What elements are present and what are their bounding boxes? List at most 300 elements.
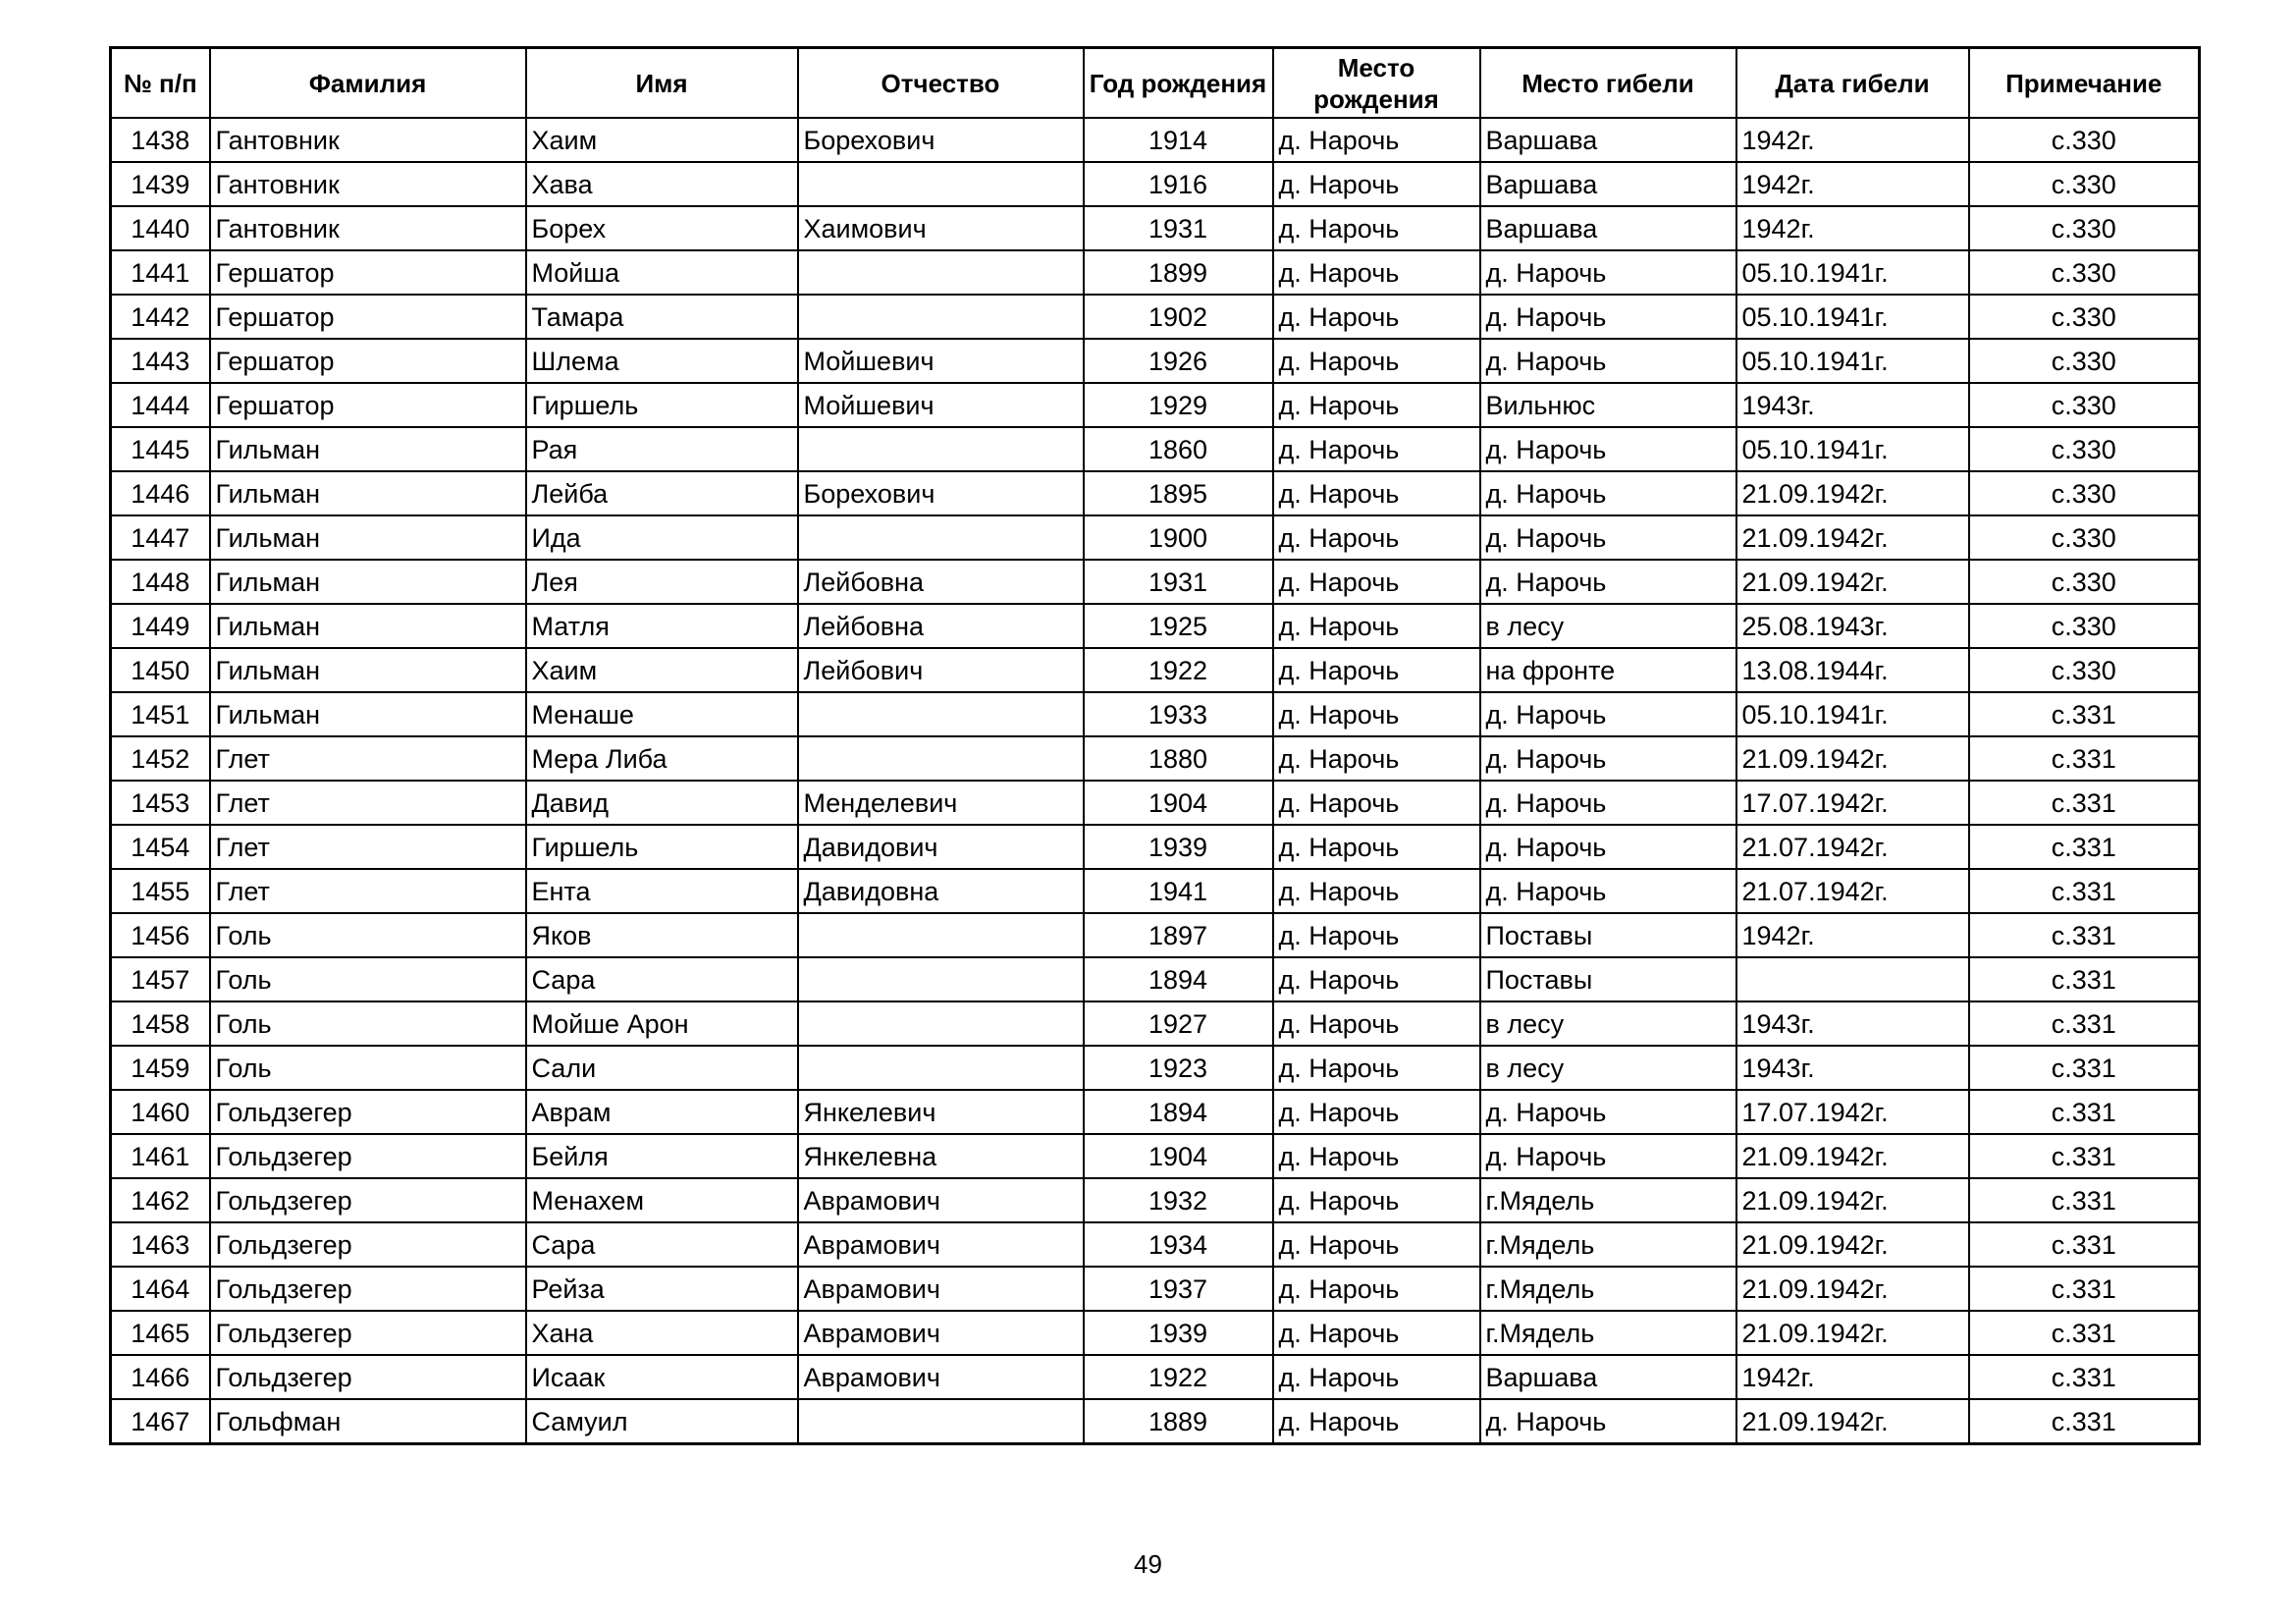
cell-note: с.331 xyxy=(1969,913,2200,957)
table-row xyxy=(111,736,2200,781)
cell-birth-year: 1914 xyxy=(1084,118,1273,162)
table-row xyxy=(111,692,2200,736)
cell-number: 1464 xyxy=(111,1267,210,1311)
table-row xyxy=(111,1178,2200,1222)
cell-surname: Глет xyxy=(210,825,526,869)
cell-death-place: на фронте xyxy=(1480,648,1736,692)
cell-number: 1445 xyxy=(111,427,210,471)
cell-birth-year: 1889 xyxy=(1084,1399,1273,1444)
cell-surname: Гильман xyxy=(210,604,526,648)
cell-patronymic: Давидовна xyxy=(798,869,1084,913)
cell-birth-place: д. Нарочь xyxy=(1273,206,1480,250)
cell-birth-place: д. Нарочь xyxy=(1273,427,1480,471)
cell-death-place: д. Нарочь xyxy=(1480,339,1736,383)
cell-death-place: Варшава xyxy=(1480,118,1736,162)
cell-first-name: Сали xyxy=(526,1046,798,1090)
cell-patronymic xyxy=(798,1001,1084,1046)
table-row xyxy=(111,1046,2200,1090)
cell-number: 1440 xyxy=(111,206,210,250)
cell-note: с.330 xyxy=(1969,162,2200,206)
cell-death-date: 21.09.1942г. xyxy=(1736,1399,1969,1444)
cell-birth-year: 1904 xyxy=(1084,781,1273,825)
cell-birth-place: д. Нарочь xyxy=(1273,1178,1480,1222)
table-row xyxy=(111,515,2200,560)
cell-number: 1462 xyxy=(111,1178,210,1222)
cell-note: с.331 xyxy=(1969,1134,2200,1178)
cell-death-date: 21.09.1942г. xyxy=(1736,1267,1969,1311)
cell-number: 1447 xyxy=(111,515,210,560)
cell-number: 1454 xyxy=(111,825,210,869)
cell-death-date: 17.07.1942г. xyxy=(1736,781,1969,825)
cell-birth-place: д. Нарочь xyxy=(1273,250,1480,295)
cell-patronymic: Янкелевна xyxy=(798,1134,1084,1178)
cell-first-name: Менахем xyxy=(526,1178,798,1222)
cell-number: 1442 xyxy=(111,295,210,339)
cell-first-name: Мойше Арон xyxy=(526,1001,798,1046)
cell-note: с.330 xyxy=(1969,427,2200,471)
cell-birth-place: д. Нарочь xyxy=(1273,560,1480,604)
cell-patronymic xyxy=(798,736,1084,781)
cell-birth-year: 1902 xyxy=(1084,295,1273,339)
cell-note: с.331 xyxy=(1969,869,2200,913)
header-patronymic: Отчество xyxy=(798,48,1084,119)
cell-patronymic xyxy=(798,1399,1084,1444)
cell-first-name: Хаим xyxy=(526,118,798,162)
cell-note: с.330 xyxy=(1969,118,2200,162)
cell-surname: Гольдзегер xyxy=(210,1222,526,1267)
table-row xyxy=(111,869,2200,913)
cell-death-date: 1942г. xyxy=(1736,913,1969,957)
cell-birth-year: 1926 xyxy=(1084,339,1273,383)
cell-note: с.330 xyxy=(1969,515,2200,560)
cell-patronymic: Менделевич xyxy=(798,781,1084,825)
cell-birth-place: д. Нарочь xyxy=(1273,1355,1480,1399)
cell-note: с.331 xyxy=(1969,1311,2200,1355)
cell-death-date: 05.10.1941г. xyxy=(1736,339,1969,383)
cell-birth-place: д. Нарочь xyxy=(1273,1311,1480,1355)
cell-birth-year: 1939 xyxy=(1084,825,1273,869)
cell-death-place: д. Нарочь xyxy=(1480,427,1736,471)
cell-patronymic xyxy=(798,250,1084,295)
cell-surname: Гантовник xyxy=(210,206,526,250)
cell-patronymic: Аврамович xyxy=(798,1222,1084,1267)
cell-death-date: 1943г. xyxy=(1736,383,1969,427)
table-row xyxy=(111,162,2200,206)
table-row xyxy=(111,427,2200,471)
header-first-name: Имя xyxy=(526,48,798,119)
cell-first-name: Рая xyxy=(526,427,798,471)
cell-birth-year: 1904 xyxy=(1084,1134,1273,1178)
cell-patronymic: Хаимович xyxy=(798,206,1084,250)
cell-birth-year: 1860 xyxy=(1084,427,1273,471)
cell-patronymic: Аврамович xyxy=(798,1178,1084,1222)
table-row xyxy=(111,1222,2200,1267)
cell-death-place: Варшава xyxy=(1480,162,1736,206)
cell-number: 1463 xyxy=(111,1222,210,1267)
cell-patronymic: Давидович xyxy=(798,825,1084,869)
cell-death-place: д. Нарочь xyxy=(1480,736,1736,781)
cell-first-name: Менаше xyxy=(526,692,798,736)
cell-number: 1466 xyxy=(111,1355,210,1399)
cell-death-date: 17.07.1942г. xyxy=(1736,1090,1969,1134)
cell-birth-year: 1899 xyxy=(1084,250,1273,295)
cell-note: с.330 xyxy=(1969,648,2200,692)
cell-surname: Гильман xyxy=(210,692,526,736)
table-row xyxy=(111,206,2200,250)
cell-patronymic xyxy=(798,295,1084,339)
cell-death-place: д. Нарочь xyxy=(1480,1399,1736,1444)
cell-death-date: 21.09.1942г. xyxy=(1736,1222,1969,1267)
cell-first-name: Лея xyxy=(526,560,798,604)
cell-birth-place: д. Нарочь xyxy=(1273,604,1480,648)
cell-number: 1459 xyxy=(111,1046,210,1090)
cell-death-date: 25.08.1943г. xyxy=(1736,604,1969,648)
cell-surname: Голь xyxy=(210,913,526,957)
cell-birth-year: 1895 xyxy=(1084,471,1273,515)
cell-number: 1444 xyxy=(111,383,210,427)
cell-death-date: 21.09.1942г. xyxy=(1736,1178,1969,1222)
cell-patronymic xyxy=(798,913,1084,957)
table-row xyxy=(111,1267,2200,1311)
cell-birth-place: д. Нарочь xyxy=(1273,1267,1480,1311)
cell-death-date: 21.09.1942г. xyxy=(1736,1134,1969,1178)
cell-death-place: Варшава xyxy=(1480,1355,1736,1399)
cell-first-name: Рейза xyxy=(526,1267,798,1311)
cell-birth-year: 1939 xyxy=(1084,1311,1273,1355)
table-row xyxy=(111,1090,2200,1134)
header-number: № п/п xyxy=(111,48,210,119)
cell-number: 1443 xyxy=(111,339,210,383)
cell-first-name: Лейба xyxy=(526,471,798,515)
cell-surname: Гольдзегер xyxy=(210,1090,526,1134)
cell-death-date: 13.08.1944г. xyxy=(1736,648,1969,692)
cell-birth-year: 1894 xyxy=(1084,1090,1273,1134)
cell-note: с.330 xyxy=(1969,339,2200,383)
cell-death-date: 21.09.1942г. xyxy=(1736,515,1969,560)
cell-note: с.330 xyxy=(1969,471,2200,515)
cell-note: с.331 xyxy=(1969,1001,2200,1046)
cell-death-place: Поставы xyxy=(1480,957,1736,1001)
cell-note: с.331 xyxy=(1969,957,2200,1001)
cell-birth-place: д. Нарочь xyxy=(1273,957,1480,1001)
cell-birth-year: 1880 xyxy=(1084,736,1273,781)
cell-number: 1448 xyxy=(111,560,210,604)
cell-death-date: 1942г. xyxy=(1736,1355,1969,1399)
cell-surname: Гильман xyxy=(210,471,526,515)
cell-birth-place: д. Нарочь xyxy=(1273,1046,1480,1090)
cell-note: с.331 xyxy=(1969,1178,2200,1222)
cell-death-date: 21.09.1942г. xyxy=(1736,560,1969,604)
cell-death-place: Вильнюс xyxy=(1480,383,1736,427)
cell-number: 1439 xyxy=(111,162,210,206)
cell-note: с.331 xyxy=(1969,736,2200,781)
table-header xyxy=(111,48,2200,119)
cell-surname: Глет xyxy=(210,869,526,913)
victims-table xyxy=(109,46,2201,1445)
cell-death-place: д. Нарочь xyxy=(1480,781,1736,825)
cell-death-date: 05.10.1941г. xyxy=(1736,295,1969,339)
cell-note: с.331 xyxy=(1969,825,2200,869)
cell-note: с.330 xyxy=(1969,560,2200,604)
cell-birth-place: д. Нарочь xyxy=(1273,692,1480,736)
cell-number: 1441 xyxy=(111,250,210,295)
table-row xyxy=(111,957,2200,1001)
cell-note: с.331 xyxy=(1969,1046,2200,1090)
cell-number: 1452 xyxy=(111,736,210,781)
cell-note: с.330 xyxy=(1969,206,2200,250)
cell-first-name: Шлема xyxy=(526,339,798,383)
cell-patronymic xyxy=(798,692,1084,736)
cell-death-date: 21.07.1942г. xyxy=(1736,825,1969,869)
cell-first-name: Мера Либа xyxy=(526,736,798,781)
cell-birth-place: д. Нарочь xyxy=(1273,781,1480,825)
cell-death-place: в лесу xyxy=(1480,604,1736,648)
cell-number: 1455 xyxy=(111,869,210,913)
cell-birth-year: 1934 xyxy=(1084,1222,1273,1267)
cell-surname: Гольдзегер xyxy=(210,1311,526,1355)
cell-number: 1453 xyxy=(111,781,210,825)
cell-birth-year: 1932 xyxy=(1084,1178,1273,1222)
table-row xyxy=(111,250,2200,295)
header-birth-year: Год рождения xyxy=(1084,48,1273,119)
cell-number: 1446 xyxy=(111,471,210,515)
cell-death-place: г.Мядель xyxy=(1480,1311,1736,1355)
table-row xyxy=(111,339,2200,383)
table-row xyxy=(111,1134,2200,1178)
cell-first-name: Матля xyxy=(526,604,798,648)
cell-surname: Гершатор xyxy=(210,250,526,295)
cell-first-name: Хаим xyxy=(526,648,798,692)
cell-first-name: Мойша xyxy=(526,250,798,295)
cell-first-name: Сара xyxy=(526,957,798,1001)
cell-first-name: Гиршель xyxy=(526,383,798,427)
cell-birth-year: 1916 xyxy=(1084,162,1273,206)
header-death-date: Дата гибели xyxy=(1736,48,1969,119)
cell-birth-year: 1923 xyxy=(1084,1046,1273,1090)
cell-patronymic: Мойшевич xyxy=(798,383,1084,427)
table-row xyxy=(111,560,2200,604)
cell-death-place: д. Нарочь xyxy=(1480,515,1736,560)
header-row xyxy=(111,48,2200,119)
cell-birth-place: д. Нарочь xyxy=(1273,383,1480,427)
cell-death-place: д. Нарочь xyxy=(1480,471,1736,515)
cell-surname: Гольдзегер xyxy=(210,1178,526,1222)
cell-death-place: Поставы xyxy=(1480,913,1736,957)
cell-birth-place: д. Нарочь xyxy=(1273,825,1480,869)
cell-birth-place: д. Нарочь xyxy=(1273,913,1480,957)
cell-number: 1467 xyxy=(111,1399,210,1444)
table-row xyxy=(111,648,2200,692)
cell-birth-year: 1894 xyxy=(1084,957,1273,1001)
cell-number: 1461 xyxy=(111,1134,210,1178)
cell-birth-year: 1931 xyxy=(1084,560,1273,604)
cell-first-name: Исаак xyxy=(526,1355,798,1399)
cell-birth-year: 1931 xyxy=(1084,206,1273,250)
page-number: 49 xyxy=(1134,1549,1162,1579)
cell-surname: Глет xyxy=(210,736,526,781)
cell-note: с.331 xyxy=(1969,1355,2200,1399)
cell-death-date xyxy=(1736,957,1969,1001)
cell-birth-year: 1922 xyxy=(1084,1355,1273,1399)
cell-birth-place: д. Нарочь xyxy=(1273,1222,1480,1267)
table-row xyxy=(111,1311,2200,1355)
cell-death-date: 21.09.1942г. xyxy=(1736,1311,1969,1355)
cell-first-name: Тамара xyxy=(526,295,798,339)
cell-death-date: 1942г. xyxy=(1736,118,1969,162)
cell-patronymic: Лейбовна xyxy=(798,560,1084,604)
cell-number: 1460 xyxy=(111,1090,210,1134)
cell-death-place: г.Мядель xyxy=(1480,1267,1736,1311)
cell-note: с.330 xyxy=(1969,383,2200,427)
cell-note: с.331 xyxy=(1969,1090,2200,1134)
cell-birth-place: д. Нарочь xyxy=(1273,295,1480,339)
cell-patronymic xyxy=(798,1046,1084,1090)
table-row xyxy=(111,471,2200,515)
cell-birth-place: д. Нарочь xyxy=(1273,515,1480,560)
cell-birth-year: 1897 xyxy=(1084,913,1273,957)
cell-death-place: д. Нарочь xyxy=(1480,825,1736,869)
cell-birth-place: д. Нарочь xyxy=(1273,869,1480,913)
cell-surname: Голь xyxy=(210,1001,526,1046)
cell-birth-place: д. Нарочь xyxy=(1273,1090,1480,1134)
header-surname: Фамилия xyxy=(210,48,526,119)
cell-number: 1451 xyxy=(111,692,210,736)
cell-number: 1450 xyxy=(111,648,210,692)
table-row xyxy=(111,118,2200,162)
table-row xyxy=(111,1355,2200,1399)
cell-patronymic: Мойшевич xyxy=(798,339,1084,383)
cell-death-place: д. Нарочь xyxy=(1480,560,1736,604)
cell-number: 1465 xyxy=(111,1311,210,1355)
table-row xyxy=(111,1001,2200,1046)
cell-note: с.331 xyxy=(1969,781,2200,825)
cell-surname: Гильман xyxy=(210,515,526,560)
cell-note: с.330 xyxy=(1969,250,2200,295)
cell-note: с.331 xyxy=(1969,1399,2200,1444)
cell-number: 1449 xyxy=(111,604,210,648)
cell-surname: Гольдзегер xyxy=(210,1355,526,1399)
cell-first-name: Бейля xyxy=(526,1134,798,1178)
cell-death-place: д. Нарочь xyxy=(1480,869,1736,913)
cell-note: с.331 xyxy=(1969,1222,2200,1267)
cell-surname: Гольфман xyxy=(210,1399,526,1444)
table-body xyxy=(111,118,2200,1444)
cell-surname: Гантовник xyxy=(210,162,526,206)
cell-patronymic: Аврамович xyxy=(798,1267,1084,1311)
cell-birth-place: д. Нарочь xyxy=(1273,1399,1480,1444)
table-row xyxy=(111,913,2200,957)
cell-number: 1457 xyxy=(111,957,210,1001)
cell-birth-year: 1937 xyxy=(1084,1267,1273,1311)
cell-birth-place: д. Нарочь xyxy=(1273,339,1480,383)
cell-death-place: д. Нарочь xyxy=(1480,692,1736,736)
cell-birth-place: д. Нарочь xyxy=(1273,471,1480,515)
cell-first-name: Сара xyxy=(526,1222,798,1267)
cell-death-place: д. Нарочь xyxy=(1480,250,1736,295)
table-row xyxy=(111,295,2200,339)
cell-number: 1456 xyxy=(111,913,210,957)
cell-death-date: 1942г. xyxy=(1736,206,1969,250)
cell-birth-place: д. Нарочь xyxy=(1273,736,1480,781)
cell-death-date: 1943г. xyxy=(1736,1001,1969,1046)
cell-death-place: в лесу xyxy=(1480,1001,1736,1046)
cell-first-name: Аврам xyxy=(526,1090,798,1134)
cell-number: 1458 xyxy=(111,1001,210,1046)
cell-birth-place: д. Нарочь xyxy=(1273,1134,1480,1178)
cell-birth-year: 1933 xyxy=(1084,692,1273,736)
table-row xyxy=(111,781,2200,825)
cell-patronymic xyxy=(798,957,1084,1001)
table-row xyxy=(111,604,2200,648)
cell-note: с.330 xyxy=(1969,604,2200,648)
table-row xyxy=(111,1399,2200,1444)
cell-first-name: Борех xyxy=(526,206,798,250)
cell-patronymic: Аврамович xyxy=(798,1311,1084,1355)
header-death-place: Место гибели xyxy=(1480,48,1736,119)
cell-death-place: д. Нарочь xyxy=(1480,1134,1736,1178)
cell-surname: Гольдзегер xyxy=(210,1134,526,1178)
cell-surname: Гантовник xyxy=(210,118,526,162)
cell-patronymic: Борехович xyxy=(798,471,1084,515)
cell-birth-place: д. Нарочь xyxy=(1273,1001,1480,1046)
cell-first-name: Гиршель xyxy=(526,825,798,869)
cell-number: 1438 xyxy=(111,118,210,162)
cell-surname: Гильман xyxy=(210,427,526,471)
cell-birth-place: д. Нарочь xyxy=(1273,648,1480,692)
cell-surname: Гершатор xyxy=(210,339,526,383)
cell-first-name: Самуил xyxy=(526,1399,798,1444)
cell-birth-year: 1941 xyxy=(1084,869,1273,913)
cell-death-date: 21.09.1942г. xyxy=(1736,736,1969,781)
cell-death-date: 21.09.1942г. xyxy=(1736,471,1969,515)
cell-death-date: 05.10.1941г. xyxy=(1736,427,1969,471)
cell-first-name: Яков xyxy=(526,913,798,957)
header-birth-place: Место рождения xyxy=(1273,48,1480,119)
cell-surname: Голь xyxy=(210,1046,526,1090)
cell-note: с.331 xyxy=(1969,692,2200,736)
cell-patronymic xyxy=(798,515,1084,560)
cell-surname: Гильман xyxy=(210,648,526,692)
cell-birth-year: 1900 xyxy=(1084,515,1273,560)
cell-death-place: г.Мядель xyxy=(1480,1178,1736,1222)
header-note: Примечание xyxy=(1969,48,2200,119)
cell-patronymic: Борехович xyxy=(798,118,1084,162)
cell-first-name: Ида xyxy=(526,515,798,560)
cell-first-name: Давид xyxy=(526,781,798,825)
cell-birth-year: 1927 xyxy=(1084,1001,1273,1046)
cell-note: с.330 xyxy=(1969,295,2200,339)
cell-first-name: Ента xyxy=(526,869,798,913)
cell-patronymic: Аврамович xyxy=(798,1355,1084,1399)
cell-surname: Гершатор xyxy=(210,295,526,339)
cell-surname: Гершатор xyxy=(210,383,526,427)
cell-death-date: 05.10.1941г. xyxy=(1736,250,1969,295)
cell-patronymic xyxy=(798,162,1084,206)
cell-death-place: д. Нарочь xyxy=(1480,295,1736,339)
cell-birth-year: 1925 xyxy=(1084,604,1273,648)
cell-birth-place: д. Нарочь xyxy=(1273,118,1480,162)
cell-death-date: 21.07.1942г. xyxy=(1736,869,1969,913)
cell-death-date: 05.10.1941г. xyxy=(1736,692,1969,736)
cell-death-place: д. Нарочь xyxy=(1480,1090,1736,1134)
cell-birth-place: д. Нарочь xyxy=(1273,162,1480,206)
cell-first-name: Хава xyxy=(526,162,798,206)
cell-death-date: 1942г. xyxy=(1736,162,1969,206)
cell-patronymic: Янкелевич xyxy=(798,1090,1084,1134)
cell-birth-year: 1929 xyxy=(1084,383,1273,427)
cell-patronymic xyxy=(798,427,1084,471)
cell-first-name: Хана xyxy=(526,1311,798,1355)
